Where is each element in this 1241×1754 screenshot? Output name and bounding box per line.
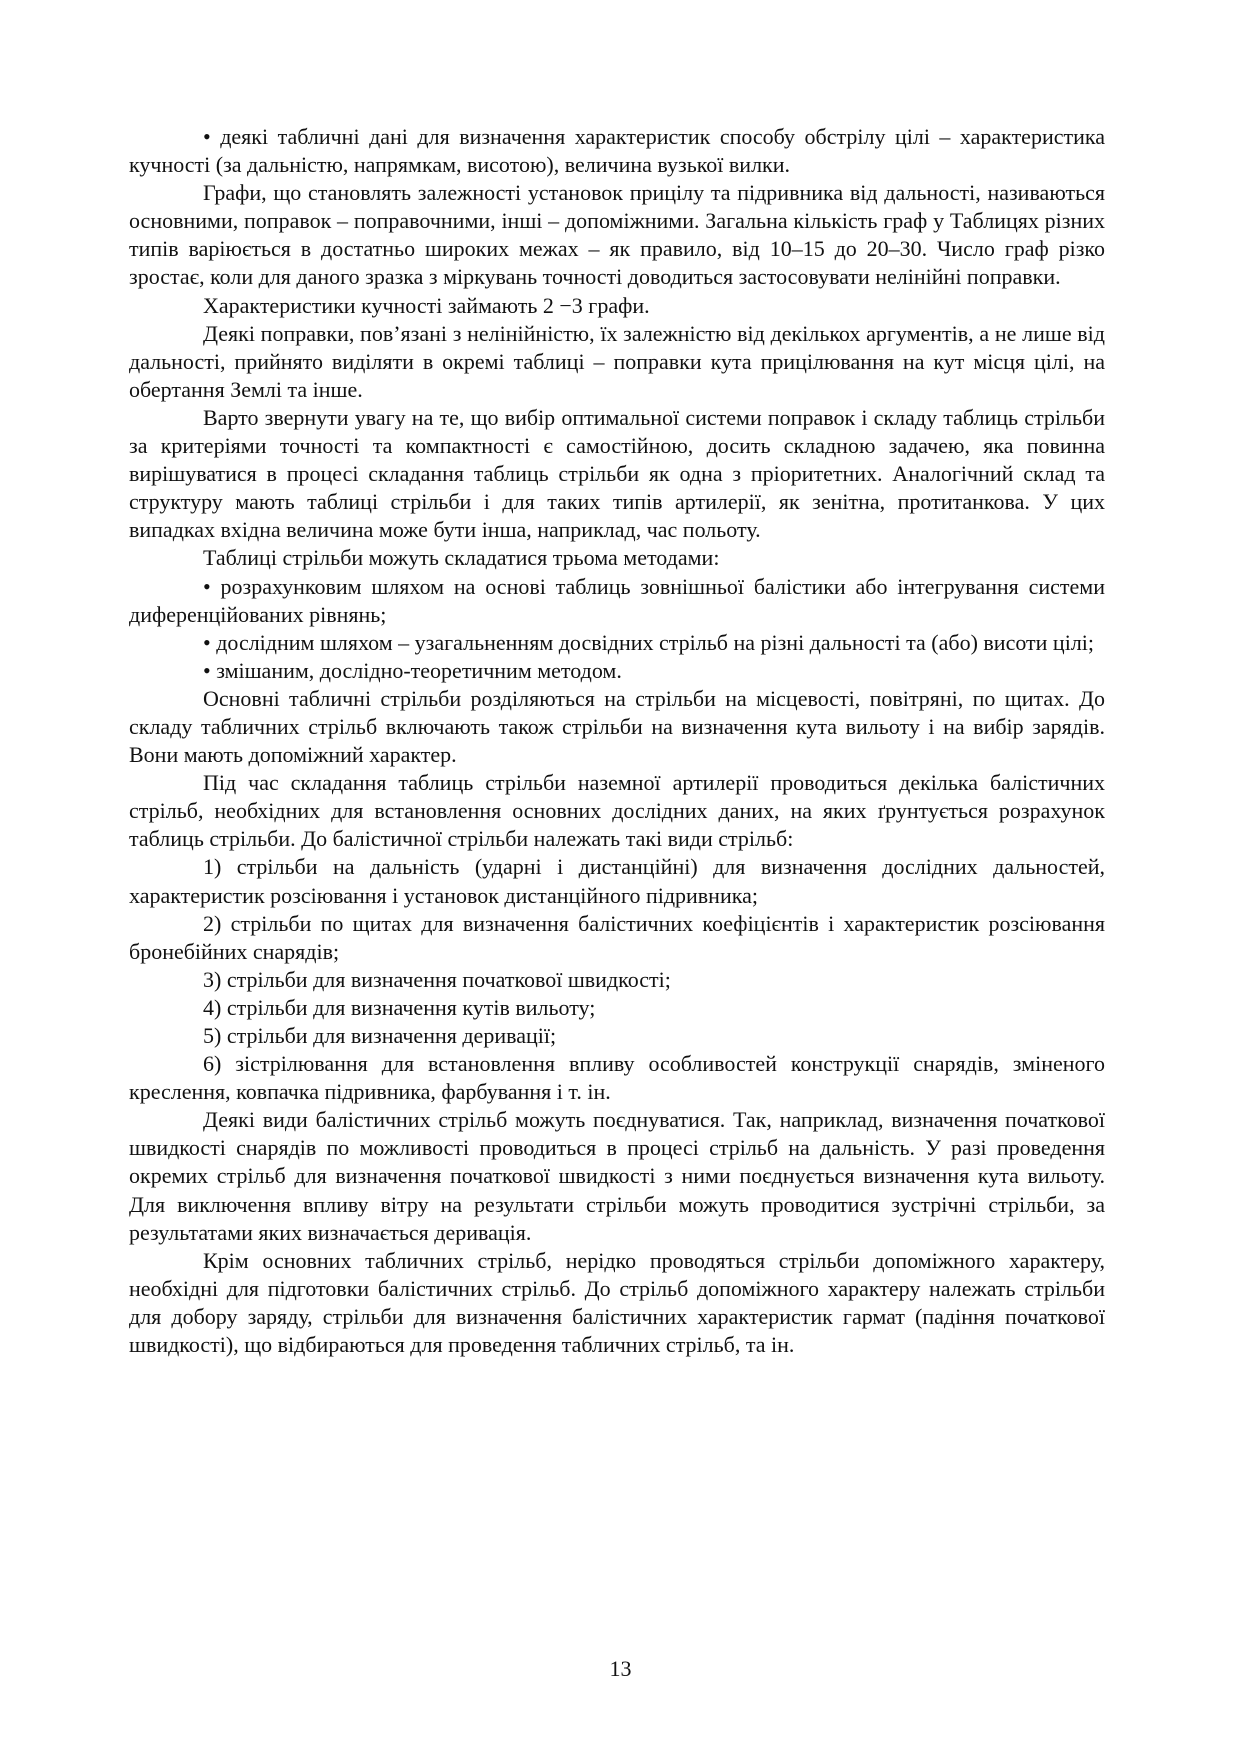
bullet-paragraph: • змішаним, дослідно-теоретичним методом. (203, 657, 622, 683)
paragraph: Таблиці стрільби можуть складатися трьома методами: (203, 545, 720, 571)
paragraph: Деякі види балістичних стрільб можуть поєднуватися. Так, наприклад, визначення початкової швидкості снарядів по можливості проводиться в процесі стрільб на дальність. У разі проведення окремих стрільб для визначення початкової швидкості з ними поєднується визначення кута вильоту. Для виключення впливу вітру на результати стрільби можуть проводитися зустрічні стрільби, за результатами яких визначається деривація. (129, 1107, 1105, 1245)
bullet-paragraph: • розрахунковим шляхом на основі таблиць зовнішньої балістики або інтегрування системи диференційованих рівнянь; (129, 573, 1105, 627)
page-number: 13 (609, 1656, 632, 1681)
list-item: 5) стрільби для визначення деривації; (203, 1023, 557, 1048)
paragraph: Графи, що становлять залежності установок прицілу та підривника від дальності, називаються основними, поправок – поправочними, інші – допоміжними. Загальна кількість граф у Таблицях різних типів варіюється в достатньо широких межах – як правило, від 10–15 до 20–30. Число граф різко зростає, коли для даного зразка з міркувань точності доводиться застосовувати нелінійні поправки. (129, 180, 1105, 290)
list-item: 3) стрільби для визначення початкової швидкості; (203, 966, 671, 992)
paragraph: Основні табличні стрільби розділяються на стрільби на місцевості, повітряні, по щитах. До складу табличних стрільб включають також стрільби на визначення кута вильоту і на вибір зарядів. Вони мають допоміжний характер. (129, 685, 1105, 768)
paragraph: Деякі поправки, пов’язані з нелінійністю, їх залежністю від декількох аргументів, а не лише від дальності, прийнято виділяти в окремі таблиці – поправки кута прицілювання на кут місця цілі, на обертання Землі та інше. (129, 320, 1105, 402)
bullet-paragraph: • деякі табличні дані для визначення характеристик способу обстрілу цілі – характеристика кучності (за дальністю, напрямкам, висотою), величина вузької вилки. (129, 124, 1105, 178)
paragraph: Під час складання таблиць стрільби наземної артилерії проводиться декілька балістичних стрільб, необхідних для встановлення основних дослідних даних, на яких ґрунтується розрахунок таблиць стрільби. До балістичної стрільби належать такі види стрільб: (129, 770, 1105, 852)
list-item: 1) стрільби на дальність (ударні і дистанційні) для визначення дослідних дальностей, характеристик розсіювання і установок дистанційного підривника; (129, 854, 1105, 908)
list-item: 6) зістрілювання для встановлення впливу особливостей конструкції снарядів, зміненого креслення, ковпачка підривника, фарбування і т. ін. (129, 1051, 1105, 1105)
list-item: 2) стрільби по щитах для визначення балістичних коефіцієнтів і характеристик розсіювання бронебійних снарядів; (129, 910, 1105, 964)
bullet-paragraph: • дослідним шляхом – узагальненням досвідних стрільб на різні дальності та (або) висоти цілі; (203, 629, 1095, 655)
paragraph: Характеристики кучності займають 2 −3 графи. (203, 292, 650, 318)
paragraph: Варто звернути увагу на те, що вибір оптимальної системи поправок і складу таблиць стрільби за критеріями точності та компактності є самостійною, досить складною задачею, яка повинна вирішуватися в процесі складання таблиць стрільби як одна з пріоритетних. Аналогічний склад та структуру мають таблиці стрільби і для таких типів артилерії, як зенітна, протитанкова. У цих випадках вхідна величина може бути інша, наприклад, час польоту. (129, 404, 1105, 543)
page-body (129, 123, 1105, 1359)
paragraph: Крім основних табличних стрільб, нерідко проводяться стрільби допоміжного характеру, необхідні для підготовки балістичних стрільб. До стрільб допоміжного характеру належать стрільби для добору заряду, стрільби для визначення балістичних характеристик гармат (падіння початкової швидкості), що відбираються для проведення табличних стрільб, та ін. (129, 1247, 1105, 1358)
list-item: 4) стрільби для визначення кутів вильоту; (203, 994, 596, 1020)
